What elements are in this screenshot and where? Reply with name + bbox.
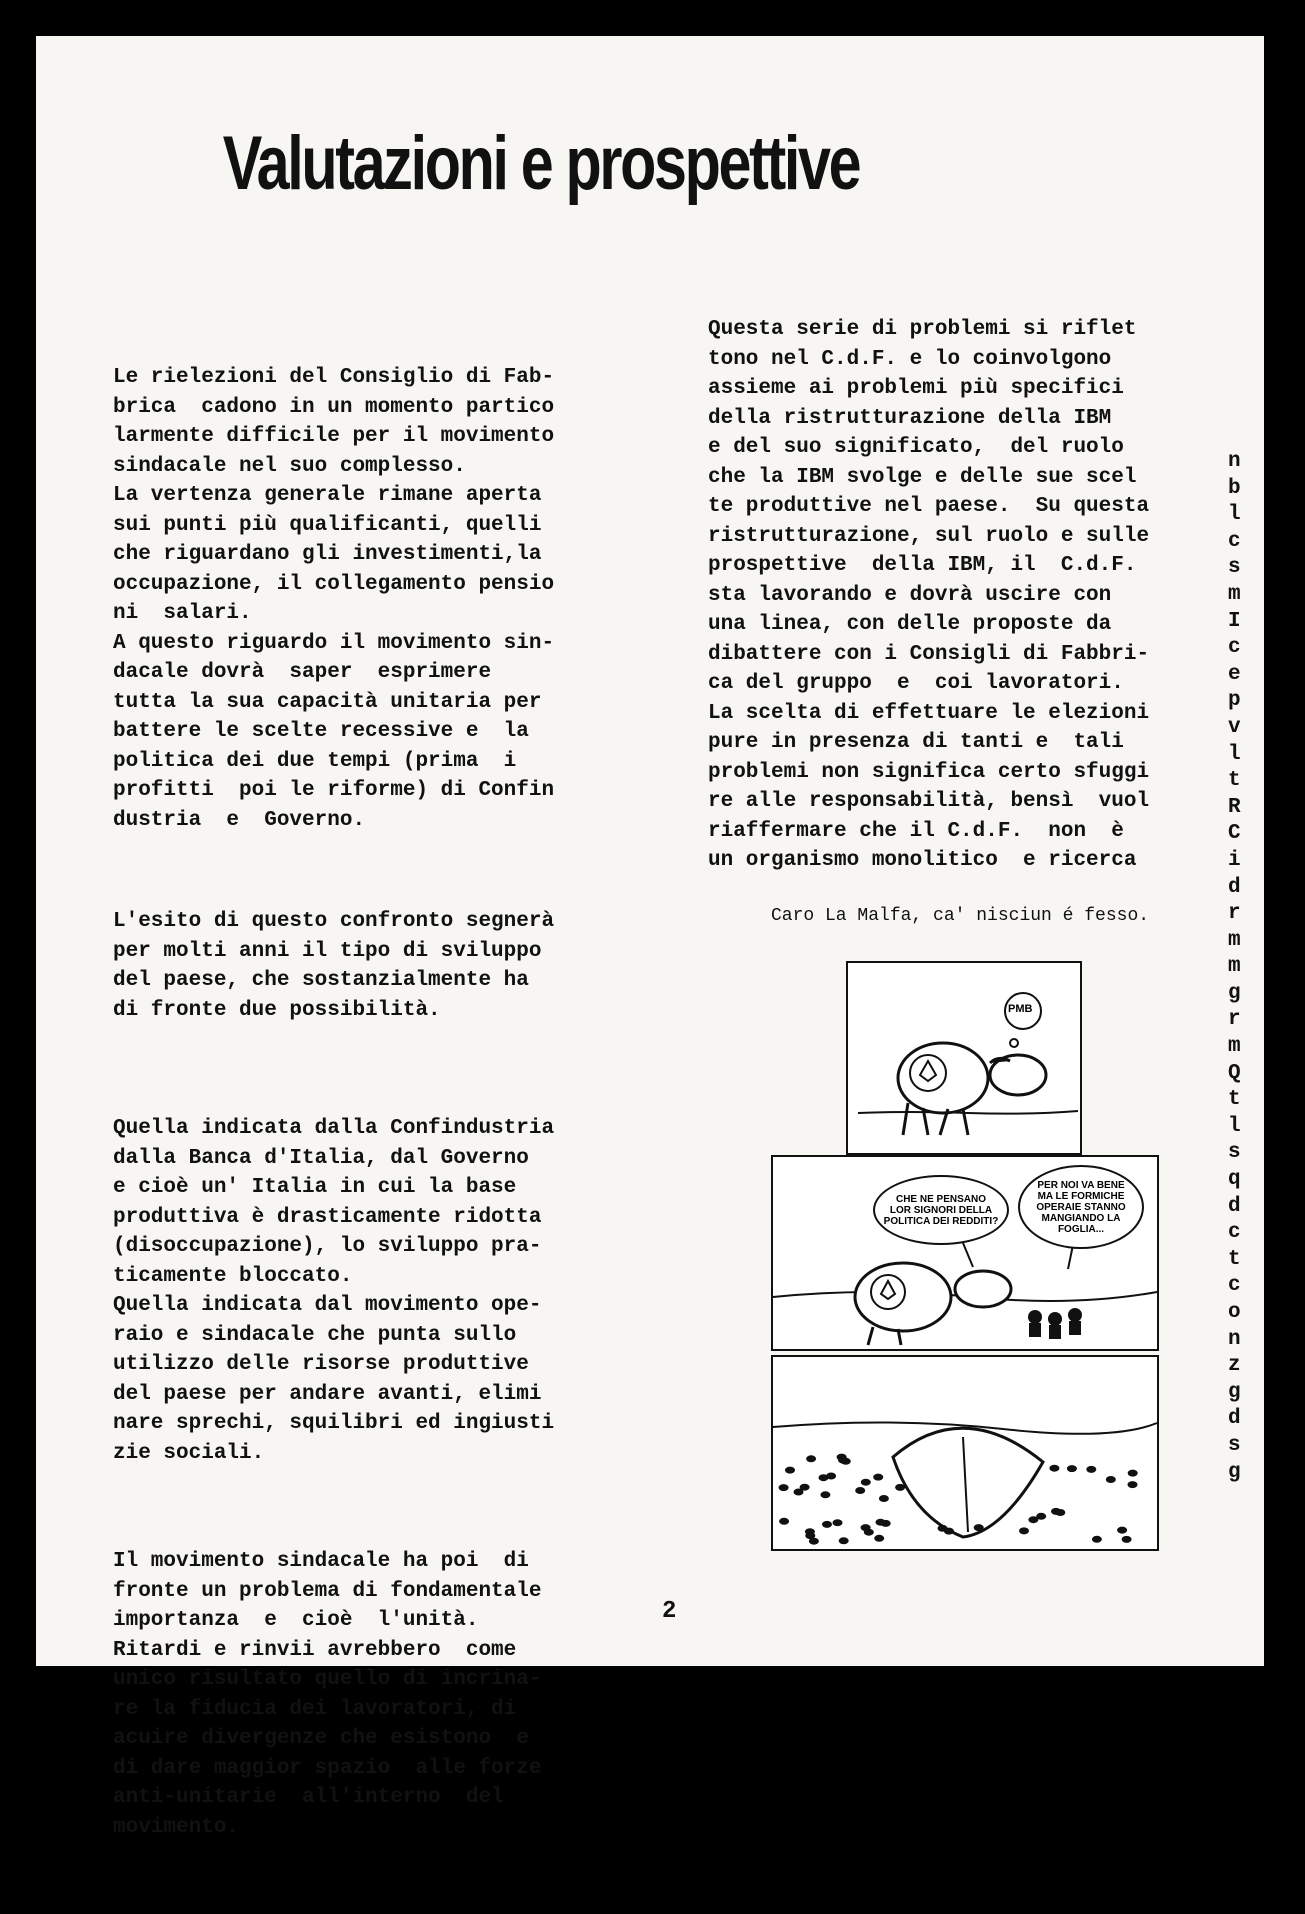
ant-shape bbox=[1106, 1476, 1116, 1483]
cloud-label: PMB bbox=[1008, 1003, 1033, 1015]
speech-bubble-left: CHE NE PENSANO LOR SIGNORI DELLA POLITICA DEI REDDITI? bbox=[873, 1175, 1009, 1245]
ant-shape bbox=[779, 1518, 789, 1525]
cartoon-drawing-3 bbox=[773, 1357, 1157, 1549]
ant-shape bbox=[806, 1455, 816, 1462]
ant-shape bbox=[800, 1484, 810, 1491]
ant-shape bbox=[895, 1484, 905, 1491]
paragraph: Il movimento sindacale ha poi di fronte un problema di fondamentale importanza e cioè l'unità. Ritardi e rinvii avrebbero come unico risultato quello di incrina- re la fiducia dei lavoratori, di acuire divergenze che esistono e di dare maggior spazio alle forze anti-unitarie all'interno del movimento. bbox=[113, 1550, 542, 1839]
cartoon-panel-2 bbox=[771, 1155, 1159, 1351]
left-column bbox=[113, 304, 554, 1914]
cartoon-caption: Caro La Malfa, ca' nisciun é fesso. bbox=[771, 906, 1150, 926]
page-number: 2 bbox=[662, 1598, 677, 1625]
ant-shape bbox=[1019, 1527, 1029, 1534]
document-page bbox=[36, 36, 1264, 1839]
ant-shape bbox=[974, 1524, 984, 1531]
ant-shape bbox=[833, 1519, 843, 1526]
cartoon-drawing-1 bbox=[848, 963, 1080, 1153]
paragraph: L'esito di questo confronto segnerà per molti anni il tipo di sviluppo del paese, che sostanzialmente ha di fronte due possibilità. bbox=[113, 910, 555, 1022]
ant-shape bbox=[1051, 1508, 1061, 1515]
ant-shape bbox=[1049, 1465, 1059, 1472]
right-column bbox=[708, 256, 1149, 948]
ant-shape bbox=[809, 1538, 819, 1545]
next-page-edge-text: n b l c s m I c e p v l t R C i d r m m g r m Q t l s q d c t c o n z g d s g bbox=[1228, 450, 1241, 1484]
ant-shape bbox=[837, 1454, 847, 1461]
page-title: Valutazioni e prospettive bbox=[222, 121, 860, 206]
ant-shape bbox=[826, 1473, 836, 1480]
ant-shape bbox=[820, 1491, 830, 1498]
ant-shape bbox=[839, 1537, 849, 1544]
ant-shape bbox=[1067, 1465, 1077, 1472]
paragraph: Le rielezioni del Consiglio di Fab- brica cadono in un momento partico larmente difficile per il movimento sindacale nel suo complesso. La vertenza generale rimane aperta sui punti più qualificanti, quelli che riguardano gli investimenti,la occupazione, il collegamento pensio ni salari. A questo riguardo il movimento sin- dacale dovrà saper esprimere tutta la sua capacità unitaria per battere le scelte recessive e la politica dei due tempi (prima i profitti poi le riforme) di Confin dustria e Governo. bbox=[113, 366, 555, 832]
ant-shape bbox=[876, 1519, 886, 1526]
ant-shape bbox=[822, 1521, 832, 1528]
cartoon-panel-3 bbox=[771, 1355, 1159, 1551]
ant-shape bbox=[1036, 1513, 1046, 1520]
ant-shape bbox=[855, 1487, 865, 1494]
ant-shape bbox=[779, 1484, 789, 1491]
cartoon-panel-1 bbox=[846, 961, 1082, 1155]
ant-shape bbox=[1128, 1481, 1138, 1488]
ant-shape bbox=[944, 1528, 954, 1535]
ant-shape bbox=[785, 1467, 795, 1474]
ant-shape bbox=[879, 1495, 889, 1502]
ant-shape bbox=[873, 1474, 883, 1481]
ant-shape bbox=[1128, 1470, 1138, 1477]
ant-shape bbox=[1117, 1527, 1127, 1534]
paragraph: Questa serie di problemi si riflet tono nel C.d.F. e lo coinvolgono assieme ai problemi più specifici della ristrutturazione della IBM e del suo significato, del ruolo che la IBM svolge e delle sue scel te produttive nel paese. Su questa ristrutturazione, sul ruolo e sulle prospettive della IBM, il C.d.F. sta lavorando e dovrà uscire con una linea, con delle proposte da dibattere con i Consigli di Fabbri- ca del gruppo e coi lavoratori. La scelta di effettuare le elezioni pure in presenza di tanti e tali problemi non significa certo sfuggi re alle responsabilità, bensì vuol riaffermare che il C.d.F. non è un organismo monolitico e ricerca bbox=[708, 318, 1150, 872]
speech-bubble-right: PER NOI VA BENE MA LE FORMICHE OPERAIE STANNO MANGIANDO LA FOGLIA... bbox=[1018, 1165, 1144, 1249]
ant-shape bbox=[1122, 1536, 1132, 1543]
ant-shape bbox=[861, 1479, 871, 1486]
ant-shape bbox=[1092, 1536, 1102, 1543]
paragraph: Quella indicata dalla Confindustria dalla Banca d'Italia, dal Governo e cioè un' Italia in cui la base produttiva è drasticamente ridotta (disoccupazione), lo sviluppo pra- ticamente bloccato. Quella indicata dal movimento ope- raio e sindacale che punta sullo utilizzo delle risorse produttive del paese per andare avanti, elimi nare sprechi, squilibri ed ingiusti zie sociali. bbox=[113, 1117, 555, 1465]
ant-shape bbox=[874, 1535, 884, 1542]
ant-shape bbox=[861, 1524, 871, 1531]
ant-shape bbox=[1086, 1466, 1096, 1473]
